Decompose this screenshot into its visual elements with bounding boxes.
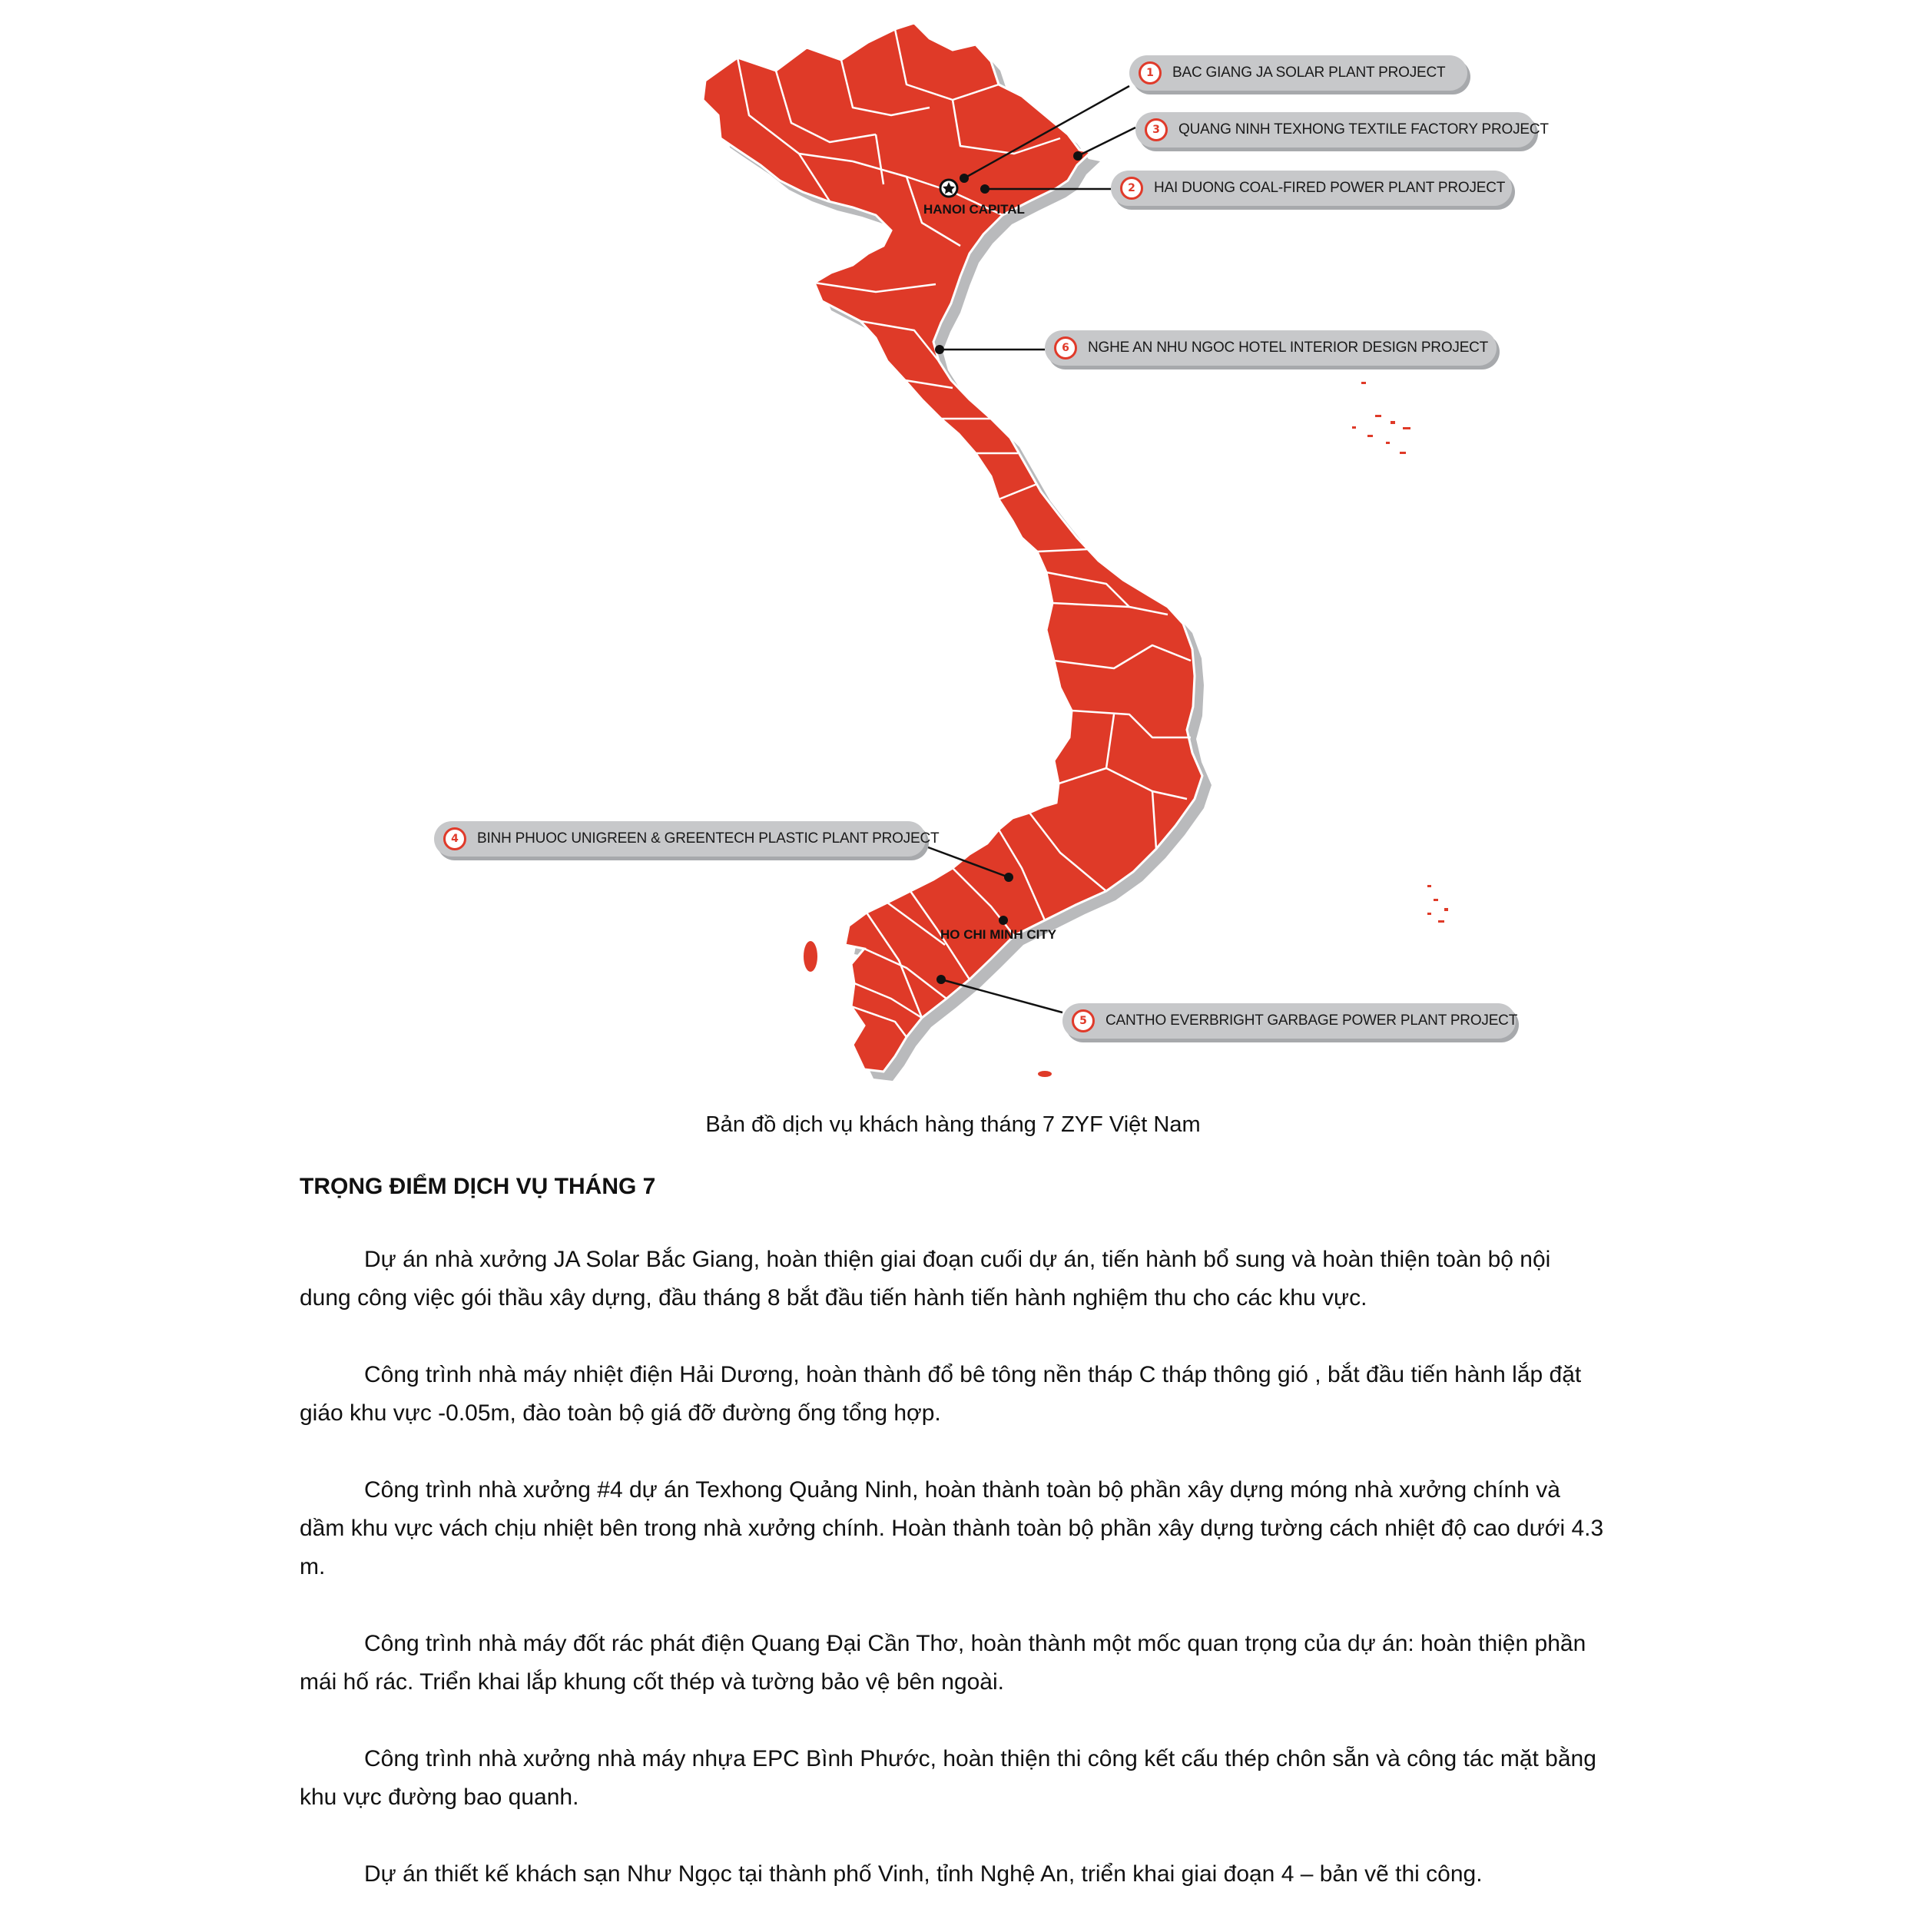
callout-label: QUANG NINH TEXHONG TEXTILE FACTORY PROJECT (1178, 121, 1549, 138)
body-text (300, 1241, 1606, 1932)
con-dao-island (1038, 1071, 1052, 1077)
pin-icon: 5 (1072, 1009, 1095, 1032)
paragraph: Công trình nhà xưởng #4 dự án Texhong Quảng Ninh, hoàn thành toàn bộ phần xây dựng móng nhà xưởng chính và dầm khu vực vách chịu nhiệt bên trong nhà xưởng chính. Hoàn thành toàn bộ phần xây dựng tường cách nhiệt độ cao dưới 4.3 m. (300, 1477, 1604, 1579)
callout-hai-duong (1111, 171, 1512, 206)
callout-bac-giang (1129, 55, 1467, 91)
marker-nghe-an (935, 345, 944, 354)
marker-hai-duong (980, 184, 989, 194)
marker-bac-giang (960, 174, 969, 183)
phu-quoc-island (804, 941, 817, 972)
callout-label: NGHE AN NHU NGOC HOTEL INTERIOR DESIGN PROJECT (1088, 340, 1489, 356)
paragraph: Dự án thiết kế khách sạn Như Ngọc tại thành phố Vinh, tỉnh Nghệ An, triển khai giai đoạn 4 – bản vẽ thi công. (364, 1861, 1483, 1887)
map-caption: Bản đồ dịch vụ khách hàng tháng 7 ZYF Việt Nam (705, 1112, 1201, 1137)
ho-chi-minh-city-label: HO CHI MINH CITY (940, 927, 1057, 942)
paragraph: Công trình nhà máy đốt rác phát điện Quang Đại Cần Thơ, hoàn thành một mốc quan trọng của dự án: hoàn thiện phần mái hố rác. Triển khai lắp khung cốt thép và tường bảo vệ bên ngoài. (300, 1631, 1586, 1695)
leader-line-quang-ninh (1078, 128, 1135, 156)
spratly-islands (1427, 885, 1448, 923)
paragraph: Dự án nhà xưởng JA Solar Bắc Giang, hoàn thiện giai đoạn cuối dự án, tiến hành bổ sung và hoàn thiện toàn bộ nội dung công việc gói thầu xây dựng, đầu tháng 8 bắt đầu tiến hành tiến hành nghiệm thu cho các khu vực. (300, 1247, 1551, 1311)
paragraph: Công trình nhà xưởng nhà máy nhựa EPC Bình Phước, hoàn thiện thi công kết cấu thép chôn sẵn và công tác mặt bằng khu vực đường bao quanh. (300, 1746, 1596, 1810)
pin-icon: 4 (443, 827, 466, 850)
capital-star-icon (940, 180, 957, 197)
callout-nghe-an (1045, 330, 1497, 366)
callout-quang-ninh (1135, 112, 1549, 147)
paragraph: Công trình nhà máy nhiệt điện Hải Dương, hoàn thành đổ bê tông nền tháp C tháp thông gió , bắt đầu tiến hành lắp đặt giáo khu vực -0.05m, đào toàn bộ giá đỡ đường ống tổng hợp. (300, 1362, 1582, 1426)
section-heading: TRỌNG ĐIỂM DỊCH VỤ THÁNG 7 (300, 1174, 656, 1199)
marker-cantho (936, 975, 946, 984)
pin-icon: 6 (1054, 336, 1077, 360)
marker-quang-ninh (1073, 151, 1082, 161)
callout-label: BINH PHUOC UNIGREEN & GREENTECH PLASTIC PLANT PROJECT (477, 830, 940, 847)
callout-label: BAC GIANG JA SOLAR PLANT PROJECT (1172, 65, 1446, 81)
callout-label: HAI DUONG COAL-FIRED POWER PLANT PROJECT (1154, 180, 1506, 196)
callout-label: CANTHO EVERBRIGHT GARBAGE POWER PLANT PROJECT (1105, 1012, 1518, 1029)
marker-binh-phuoc (1004, 873, 1013, 882)
hanoi-capital-label: HANOI CAPITAL (923, 202, 1025, 217)
callout-binh-phuoc (434, 821, 940, 857)
pin-icon: 1 (1139, 61, 1162, 85)
paracel-islands (1352, 382, 1410, 454)
callout-cantho (1062, 1003, 1516, 1039)
pin-icon: 3 (1145, 118, 1168, 141)
pin-icon: 2 (1120, 177, 1143, 200)
marker-ho-chi-minh-city (999, 916, 1008, 925)
